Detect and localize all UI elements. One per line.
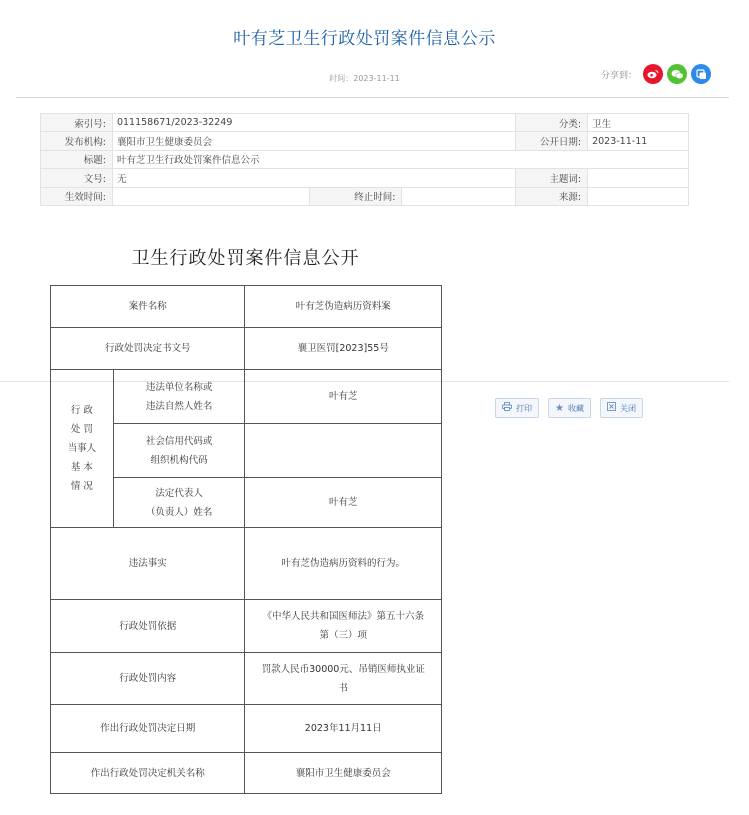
credit-code-line: 社会信用代码或 bbox=[145, 435, 213, 447]
table-row bbox=[51, 528, 442, 600]
basis-label: 行政处罚依据 bbox=[51, 600, 245, 653]
metadata-table bbox=[40, 113, 689, 206]
source-value bbox=[588, 187, 689, 205]
category-value: 卫生 bbox=[588, 114, 689, 132]
content-value bbox=[245, 653, 442, 705]
authority-label: 作出行政处罚决定机关名称 bbox=[51, 753, 245, 794]
wechat-icon[interactable] bbox=[667, 64, 687, 84]
content-line: 罚款人民币30000元、吊销医师执业证 bbox=[261, 663, 425, 675]
meta-row bbox=[41, 114, 689, 132]
source-label: 来源: bbox=[516, 187, 588, 205]
effective-label: 生效时间: bbox=[41, 187, 113, 205]
content-line: 书 bbox=[338, 682, 348, 694]
party-name-label bbox=[113, 370, 245, 424]
party-group-line: 情 况 bbox=[70, 481, 93, 492]
weibo-icon[interactable] bbox=[643, 64, 663, 84]
effective-value bbox=[112, 187, 310, 205]
basis-line: 第（三）项 bbox=[319, 630, 367, 641]
favorite-label: 收藏 bbox=[567, 403, 584, 413]
action-bar bbox=[495, 398, 643, 418]
party-name-value: 叶有芝 bbox=[245, 370, 442, 424]
meta-row bbox=[41, 150, 689, 168]
case-name-label: 案件名称 bbox=[51, 286, 245, 328]
time-value: 2023-11-11 bbox=[353, 74, 400, 83]
credit-code-label bbox=[113, 424, 245, 478]
end-label: 终止时间: bbox=[310, 187, 402, 205]
printer-icon bbox=[502, 402, 512, 414]
title-value: 叶有芝卫生行政处罚案件信息公示 bbox=[112, 150, 688, 168]
legal-rep-value: 叶有芝 bbox=[245, 478, 442, 528]
table-row bbox=[51, 370, 442, 424]
docno-label: 文号: bbox=[41, 169, 113, 187]
close-icon bbox=[607, 402, 616, 414]
meta-row bbox=[41, 132, 689, 150]
publisher-value: 襄阳市卫生健康委员会 bbox=[112, 132, 515, 150]
table-row bbox=[51, 753, 442, 794]
meta-row bbox=[41, 187, 689, 205]
content-label: 行政处罚内容 bbox=[51, 653, 245, 705]
party-group-line: 处 罚 bbox=[70, 424, 93, 435]
title-label: 标题: bbox=[41, 150, 113, 168]
star-icon: ★ bbox=[555, 402, 564, 414]
share-label: 分享到： bbox=[600, 70, 637, 81]
case-info-table bbox=[50, 285, 442, 794]
party-group-line: 当事人 bbox=[67, 443, 97, 454]
legal-rep-label bbox=[113, 478, 245, 528]
table-row bbox=[51, 286, 442, 328]
facts-value: 叶有芝伪造病历资料的行为。 bbox=[245, 528, 442, 600]
close-button[interactable] bbox=[600, 398, 643, 418]
basis-value bbox=[245, 600, 442, 653]
close-label: 关闭 bbox=[619, 403, 636, 413]
party-name-line: 违法自然人姓名 bbox=[145, 400, 213, 412]
section-title: 卫生行政处罚案件信息公开 bbox=[131, 248, 360, 269]
decision-date-value: 2023年11月11日 bbox=[245, 705, 442, 753]
print-button[interactable] bbox=[495, 398, 539, 418]
credit-code-value bbox=[245, 424, 442, 478]
end-value bbox=[402, 187, 516, 205]
meta-row bbox=[41, 169, 689, 187]
party-name-line: 违法单位名称或 bbox=[145, 381, 213, 393]
table-row bbox=[51, 705, 442, 753]
pubdate-label: 公开日期: bbox=[516, 132, 588, 150]
share-bar bbox=[601, 64, 711, 84]
header-divider bbox=[16, 97, 729, 98]
keywords-label: 主题词: bbox=[516, 169, 588, 187]
party-group-line: 行 政 bbox=[70, 405, 93, 416]
qzone-icon[interactable] bbox=[691, 64, 711, 84]
facts-label: 违法事实 bbox=[51, 528, 245, 600]
basis-line: 《中华人民共和国医师法》第五十六条 bbox=[262, 611, 424, 622]
pubdate-value: 2023-11-11 bbox=[588, 132, 689, 150]
case-name-value: 叶有芝伪造病历资料案 bbox=[245, 286, 442, 328]
party-group-line: 基 本 bbox=[70, 462, 93, 473]
decision-no-label: 行政处罚决定书文号 bbox=[51, 328, 245, 370]
decision-date-label: 作出行政处罚决定日期 bbox=[51, 705, 245, 753]
keywords-value bbox=[588, 169, 689, 187]
time-label: 时间： bbox=[329, 74, 354, 83]
party-info-group-label bbox=[51, 370, 114, 528]
page-title: 叶有芝卫生行政处罚案件信息公示 bbox=[233, 29, 496, 49]
index-label: 索引号: bbox=[41, 114, 113, 132]
favorite-button[interactable] bbox=[548, 398, 591, 418]
table-row bbox=[51, 653, 442, 705]
index-value: 011158671/2023-32249 bbox=[112, 114, 515, 132]
decision-no-value: 襄卫医罚[2023]55号 bbox=[245, 328, 442, 370]
authority-value: 襄阳市卫生健康委员会 bbox=[245, 753, 442, 794]
legal-rep-line: 法定代表人 bbox=[155, 487, 203, 499]
table-row bbox=[51, 600, 442, 653]
table-row bbox=[51, 328, 442, 370]
credit-code-line: 组织机构代码 bbox=[150, 454, 208, 466]
print-label: 打印 bbox=[516, 403, 532, 413]
legal-rep-line: （负责人）姓名 bbox=[145, 506, 213, 518]
publisher-label: 发布机构: bbox=[41, 132, 113, 150]
category-label: 分类: bbox=[516, 114, 588, 132]
docno-value: 无 bbox=[112, 169, 515, 187]
